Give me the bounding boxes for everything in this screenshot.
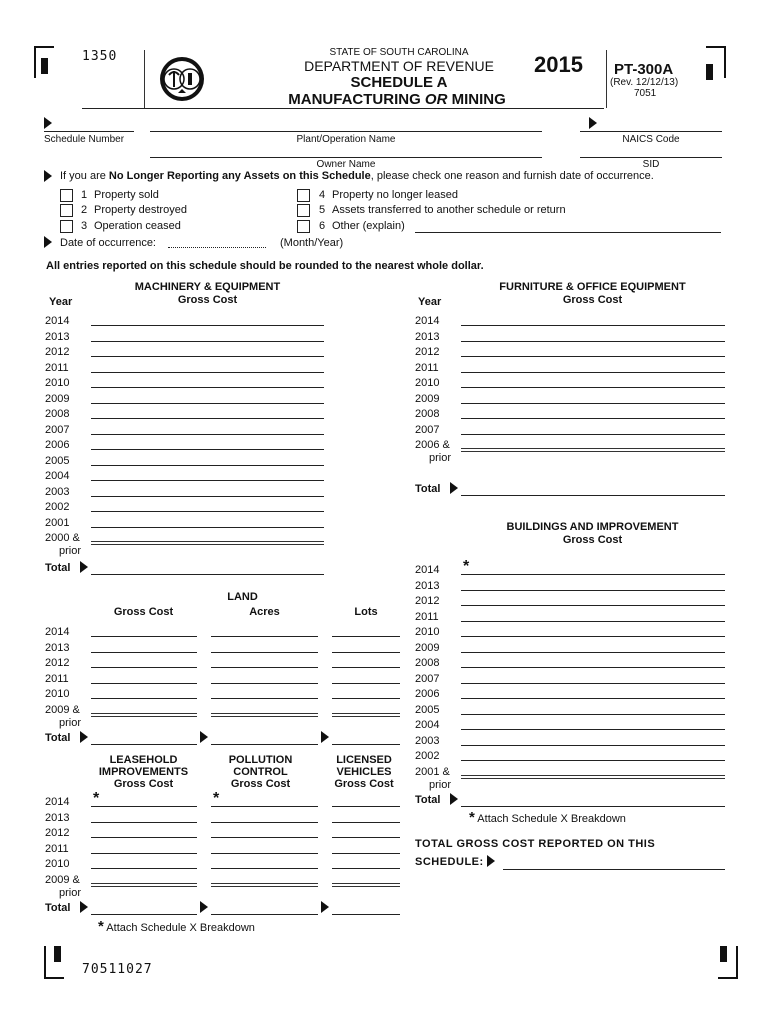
- plant-name-label: Plant/Operation Name: [296, 134, 396, 145]
- land-gross-2014-input[interactable]: [91, 622, 197, 636]
- header-divider-left: [144, 50, 145, 108]
- machinery-gross-2007-input[interactable]: [91, 420, 324, 434]
- land-lots-2012-input[interactable]: [332, 653, 400, 667]
- reason-2-label: Property destroyed: [94, 204, 187, 216]
- grand-total-label-1: TOTAL GROSS COST REPORTED ON THIS: [415, 838, 656, 850]
- other-pollution-prior-input[interactable]: [211, 870, 318, 884]
- total-label: Total: [415, 483, 441, 495]
- land-acres-2011-input[interactable]: [211, 669, 318, 683]
- buildings-gross-2011-input[interactable]: [461, 607, 725, 621]
- other-leasehold-2011-input[interactable]: [91, 839, 197, 853]
- land-acres-2010-input[interactable]: [211, 684, 318, 698]
- year-label: 2014: [45, 796, 70, 808]
- furniture-gross-2013-input[interactable]: [461, 327, 725, 341]
- reason-3-checkbox[interactable]: [60, 220, 73, 233]
- buildings-gross-2012-input[interactable]: [461, 591, 725, 605]
- land-acres-2012-input[interactable]: [211, 653, 318, 667]
- prior-label-1: 2006 &: [415, 439, 450, 451]
- year-label: 2014: [45, 626, 70, 638]
- double-rule: [211, 713, 318, 717]
- schedule-number-input[interactable]: [44, 118, 134, 132]
- furniture-gross-2007-input[interactable]: [461, 420, 725, 434]
- prior-label-2: prior: [429, 778, 452, 791]
- reason-6-checkbox[interactable]: [297, 220, 310, 233]
- corner-mark-bottom-left: [44, 946, 64, 979]
- furniture-year-header: Year: [418, 296, 442, 308]
- reason-1-checkbox[interactable]: [60, 189, 73, 202]
- buildings-subtitle: Gross Cost: [562, 534, 623, 546]
- machinery-gross-2002-input[interactable]: [91, 497, 324, 511]
- year-label: 2003: [45, 485, 70, 498]
- buildings-gross-2004-input[interactable]: [461, 715, 725, 729]
- furniture-gross-2009-input[interactable]: [461, 389, 725, 403]
- year-label: 2007: [415, 423, 440, 436]
- double-rule: [91, 541, 324, 545]
- furniture-gross-2008-input[interactable]: [461, 404, 725, 418]
- corner-mark-top-right: [706, 46, 726, 78]
- other-vehicles-2011-input[interactable]: [332, 839, 400, 853]
- land-gross-total-input[interactable]: [91, 730, 197, 744]
- asterisk-icon: *: [463, 558, 470, 575]
- furniture-title: FURNITURE & OFFICE EQUIPMENT: [499, 281, 686, 293]
- total-line: [461, 495, 725, 496]
- other-leasehold-prior-input[interactable]: [91, 870, 197, 884]
- owner-name-line: [150, 157, 542, 158]
- furniture-subtitle: Gross Cost: [562, 294, 623, 306]
- year-label: 2012: [415, 595, 440, 607]
- double-rule: [211, 883, 318, 887]
- year-label: 2010: [415, 626, 440, 638]
- buildings-gross-2009-input[interactable]: [461, 638, 725, 652]
- machinery-gross-2006-input[interactable]: [91, 435, 324, 449]
- year-label: 2009: [415, 641, 440, 654]
- machinery-gross-total-input[interactable]: [91, 560, 324, 574]
- machinery-gross-2003-input[interactable]: [91, 482, 324, 496]
- total-line: [332, 744, 400, 745]
- year-label: 2007: [415, 672, 440, 685]
- buildings-footnote: * Attach Schedule X Breakdown: [469, 809, 626, 826]
- other-vehicles-2010-input[interactable]: [332, 854, 400, 868]
- year-label: 2001: [45, 516, 70, 529]
- other-leasehold-2010-input[interactable]: [91, 854, 197, 868]
- furniture-gross-2014-input[interactable]: [461, 311, 725, 325]
- year-label: 2003: [415, 734, 440, 747]
- land-lots-prior-input[interactable]: [332, 700, 400, 714]
- form-id: 7051: [634, 88, 657, 99]
- machinery-gross-2012-input[interactable]: [91, 342, 324, 356]
- prior-label-1: 2009 &: [45, 873, 80, 886]
- arrow-icon: [200, 731, 208, 743]
- buildings-gross-2010-input[interactable]: [461, 622, 725, 636]
- year-label: 2014: [45, 315, 70, 327]
- arrow-icon: [450, 482, 458, 494]
- date-of-occurrence-input[interactable]: [168, 233, 266, 247]
- arrow-icon: [321, 901, 329, 913]
- buildings-gross-2014-input[interactable]: [461, 560, 725, 574]
- year-label: 2011: [415, 361, 439, 374]
- total-line: [91, 574, 324, 575]
- double-rule: [332, 883, 400, 887]
- year-label: 2009: [45, 392, 70, 405]
- total-line: [211, 914, 318, 915]
- header-title: MANUFACTURING OR MINING: [288, 91, 506, 108]
- year-label: 2013: [45, 330, 70, 343]
- other-vehicles-2013-input[interactable]: [332, 808, 400, 822]
- reason-2-num: 2: [81, 204, 88, 216]
- machinery-gross-prior-input[interactable]: [91, 528, 324, 542]
- reason-6-num: 6: [319, 220, 326, 232]
- naics-code-input[interactable]: [580, 118, 722, 132]
- buildings-gross-2013-input[interactable]: [461, 576, 725, 590]
- reason-4-label: Property no longer leased: [332, 189, 458, 201]
- form-code-top: 1350: [82, 49, 118, 64]
- leasehold-title-2: IMPROVEMENTS: [98, 766, 189, 778]
- double-rule: [461, 775, 725, 779]
- sc-state-seal-icon: [158, 55, 206, 103]
- year-label: 2013: [415, 330, 440, 343]
- machinery-title: MACHINERY & EQUIPMENT: [134, 281, 281, 293]
- other-pollution-2013-input[interactable]: [211, 808, 318, 822]
- reason-2-checkbox[interactable]: [60, 204, 73, 217]
- machinery-gross-2001-input[interactable]: [91, 513, 324, 527]
- year-label: 2004: [415, 719, 440, 731]
- prior-label-1: 2000 &: [45, 532, 80, 544]
- year-label: 2011: [45, 672, 69, 685]
- vehicles-title-1: LICENSED: [336, 754, 392, 766]
- date-of-occurrence-label: Date of occurrence:: [60, 237, 156, 249]
- land-gross-2012-input[interactable]: [91, 653, 197, 667]
- arrow-icon: [80, 901, 88, 913]
- buildings-gross-total-input[interactable]: [461, 792, 725, 806]
- buildings-gross-prior-input[interactable]: [461, 762, 725, 776]
- year-label: 2012: [415, 346, 440, 358]
- pollution-title-1: POLLUTION: [228, 754, 293, 766]
- form-number: PT-300A: [614, 61, 674, 78]
- date-format-label: (Month/Year): [280, 237, 344, 249]
- buildings-gross-2003-input[interactable]: [461, 731, 725, 745]
- corner-mark-bottom-right: [718, 946, 738, 979]
- year-label: 2013: [45, 641, 70, 654]
- header-schedule: SCHEDULE A: [350, 74, 448, 91]
- other-pollution-total-input[interactable]: [211, 900, 318, 914]
- prior-label-2: prior: [59, 545, 82, 557]
- furniture-gross-total-input[interactable]: [461, 481, 725, 495]
- other-explain-input[interactable]: [415, 219, 721, 233]
- buildings-gross-2008-input[interactable]: [461, 653, 725, 667]
- grand-total-line: [503, 869, 725, 870]
- year-label: 2005: [45, 454, 70, 467]
- other-leasehold-total-input[interactable]: [91, 900, 197, 914]
- year-label: 2013: [415, 579, 440, 592]
- other-pollution-2012-input[interactable]: [211, 823, 318, 837]
- land-lots-total-input[interactable]: [332, 730, 400, 744]
- double-rule: [332, 713, 400, 717]
- no-longer-reporting-instruction: If you are No Longer Reporting any Assets on this Schedule, please check one reason and furnish date of occurrence.: [60, 170, 654, 182]
- land-acres-total-input[interactable]: [211, 730, 318, 744]
- machinery-gross-2010-input[interactable]: [91, 373, 324, 387]
- year-label: 2002: [415, 750, 440, 762]
- sid-input[interactable]: [580, 144, 722, 158]
- reason-3-num: 3: [81, 220, 88, 232]
- buildings-gross-2002-input[interactable]: [461, 746, 725, 760]
- buildings-gross-2007-input[interactable]: [461, 669, 725, 683]
- land-lots-2013-input[interactable]: [332, 638, 400, 652]
- year-label: 2012: [45, 657, 70, 669]
- other-leasehold-2012-input[interactable]: [91, 823, 197, 837]
- grand-total-label-2: SCHEDULE:: [415, 856, 484, 868]
- year-label: 2008: [415, 657, 440, 669]
- land-col-lots: Lots: [354, 606, 378, 618]
- furniture-gross-2011-input[interactable]: [461, 358, 725, 372]
- year-label: 2008: [45, 408, 70, 420]
- leasehold-title-3: Gross Cost: [113, 778, 174, 790]
- total-label: Total: [45, 732, 71, 744]
- double-rule: [91, 883, 197, 887]
- other-pollution-2011-input[interactable]: [211, 839, 318, 853]
- furniture-gross-2010-input[interactable]: [461, 373, 725, 387]
- total-line: [91, 914, 197, 915]
- year-label: 2011: [415, 610, 439, 623]
- land-gross-2013-input[interactable]: [91, 638, 197, 652]
- other-pollution-2014-input[interactable]: [211, 792, 318, 806]
- year-label: 2006: [415, 688, 440, 700]
- machinery-gross-2005-input[interactable]: [91, 451, 324, 465]
- arrow-icon: [80, 561, 88, 573]
- double-rule: [91, 713, 197, 717]
- furniture-gross-2012-input[interactable]: [461, 342, 725, 356]
- leasehold-title-1: LEASEHOLD: [109, 754, 178, 766]
- land-lots-2010-input[interactable]: [332, 684, 400, 698]
- schedule-number-line: [44, 131, 134, 132]
- asterisk-icon: *: [93, 790, 100, 807]
- schedule-number-label: Schedule Number: [44, 134, 125, 145]
- date-line: [168, 247, 266, 248]
- sid-line: [580, 157, 722, 158]
- plant-name-input[interactable]: [150, 118, 542, 132]
- total-line: [332, 914, 400, 915]
- machinery-subtitle: Gross Cost: [177, 294, 238, 306]
- year-label: 2009: [415, 392, 440, 405]
- grand-total-input[interactable]: [503, 855, 725, 869]
- prior-label-1: 2009 &: [45, 703, 80, 716]
- year-label: 2014: [415, 315, 440, 327]
- other-vehicles-2014-input[interactable]: [332, 792, 400, 806]
- arrow-icon: [44, 236, 52, 248]
- sid-label: SID: [642, 159, 660, 170]
- vehicles-title-3: Gross Cost: [334, 778, 394, 790]
- land-acres-prior-input[interactable]: [211, 700, 318, 714]
- year-label: 2010: [45, 377, 70, 389]
- land-gross-prior-input[interactable]: [91, 700, 197, 714]
- prior-label-2: prior: [59, 886, 82, 899]
- double-rule: [461, 448, 725, 452]
- buildings-title: BUILDINGS AND IMPROVEMENT: [506, 521, 679, 533]
- land-gross-2011-input[interactable]: [91, 669, 197, 683]
- other-assets-footnote: * Attach Schedule X Breakdown: [98, 918, 255, 935]
- pollution-title-3: Gross Cost: [230, 778, 291, 790]
- prior-label-2: prior: [429, 452, 452, 464]
- year-label: 2012: [45, 827, 70, 839]
- other-vehicles-total-input[interactable]: [332, 900, 400, 914]
- land-lots-2014-input[interactable]: [332, 622, 400, 636]
- arrow-icon: [200, 901, 208, 913]
- machinery-gross-2008-input[interactable]: [91, 404, 324, 418]
- pollution-title-2: CONTROL: [233, 766, 288, 778]
- reason-3-label: Operation ceased: [94, 220, 181, 232]
- reason-1-num: 1: [81, 189, 88, 201]
- vehicles-title-2: VEHICLES: [336, 766, 392, 778]
- total-label: Total: [45, 562, 71, 574]
- land-title: LAND: [227, 591, 258, 603]
- other-explain-line: [415, 232, 721, 233]
- other-vehicles-prior-input[interactable]: [332, 870, 400, 884]
- total-line: [461, 806, 725, 807]
- header-state: STATE OF SOUTH CAROLINA: [329, 47, 469, 58]
- arrow-icon: [450, 793, 458, 805]
- form-revision: (Rev. 12/12/13): [610, 77, 679, 88]
- machinery-gross-2011-input[interactable]: [91, 358, 324, 372]
- land-col-gross: Gross Cost: [113, 606, 174, 618]
- year-label: 2005: [415, 703, 440, 716]
- other-leasehold-2014-input[interactable]: [91, 792, 197, 806]
- other-leasehold-2013-input[interactable]: [91, 808, 197, 822]
- total-line: [91, 744, 197, 745]
- total-label: Total: [415, 794, 441, 806]
- arrow-icon: [321, 731, 329, 743]
- naics-code-label: NAICS Code: [622, 134, 680, 145]
- other-pollution-2010-input[interactable]: [211, 854, 318, 868]
- year-label: 2011: [45, 842, 69, 855]
- arrow-icon: [80, 731, 88, 743]
- land-col-acres: Acres: [249, 606, 280, 618]
- prior-label-2: prior: [59, 716, 82, 729]
- reason-5-num: 5: [319, 204, 326, 216]
- reason-6-label: Other (explain): [332, 220, 405, 232]
- header-divider-right: [606, 50, 607, 108]
- land-acres-2014-input[interactable]: [211, 622, 318, 636]
- reason-4-checkbox[interactable]: [297, 189, 310, 202]
- corner-mark-top-left: [34, 46, 54, 78]
- plant-name-line: [150, 131, 542, 132]
- furniture-gross-prior-input[interactable]: [461, 435, 725, 449]
- reason-4-num: 4: [319, 189, 326, 201]
- year-label: 2010: [45, 858, 70, 870]
- form-code-bottom: 70511027: [82, 962, 153, 977]
- land-gross-2010-input[interactable]: [91, 684, 197, 698]
- owner-name-input[interactable]: [150, 144, 542, 158]
- machinery-gross-2013-input[interactable]: [91, 327, 324, 341]
- machinery-year-header: Year: [49, 296, 73, 308]
- year-label: 2012: [45, 346, 70, 358]
- header-department: DEPARTMENT OF REVENUE: [304, 58, 494, 74]
- arrow-icon: [44, 170, 52, 182]
- asterisk-icon: *: [213, 790, 220, 807]
- land-acres-2013-input[interactable]: [211, 638, 318, 652]
- machinery-gross-2004-input[interactable]: [91, 466, 324, 480]
- year-label: 2014: [415, 564, 440, 576]
- prior-label-1: 2001 &: [415, 765, 450, 778]
- year-label: 2004: [45, 470, 70, 482]
- arrow-icon: [487, 855, 495, 867]
- total-line: [211, 744, 318, 745]
- year-label: 2002: [45, 501, 70, 513]
- machinery-gross-2009-input[interactable]: [91, 389, 324, 403]
- land-lots-2011-input[interactable]: [332, 669, 400, 683]
- other-vehicles-2012-input[interactable]: [332, 823, 400, 837]
- year-label: 2010: [415, 377, 440, 389]
- year-label: 2006: [45, 439, 70, 451]
- buildings-gross-2005-input[interactable]: [461, 700, 725, 714]
- year-label: 2011: [45, 361, 69, 374]
- buildings-gross-2006-input[interactable]: [461, 684, 725, 698]
- year-label: 2007: [45, 423, 70, 436]
- reason-1-label: Property sold: [94, 189, 159, 201]
- tax-year: 2015: [534, 52, 583, 77]
- machinery-gross-2014-input[interactable]: [91, 311, 324, 325]
- reason-5-checkbox[interactable]: [297, 204, 310, 217]
- rounding-note: All entries reported on this schedule should be rounded to the nearest whole dollar.: [46, 260, 484, 272]
- naics-code-line: [580, 131, 722, 132]
- year-label: 2008: [415, 408, 440, 420]
- year-label: 2010: [45, 688, 70, 700]
- owner-name-label: Owner Name: [316, 159, 376, 170]
- reason-5-label: Assets transferred to another schedule or return: [332, 204, 566, 216]
- total-label: Total: [45, 902, 71, 914]
- year-label: 2013: [45, 811, 70, 824]
- header-bottom-rule: [82, 108, 604, 109]
